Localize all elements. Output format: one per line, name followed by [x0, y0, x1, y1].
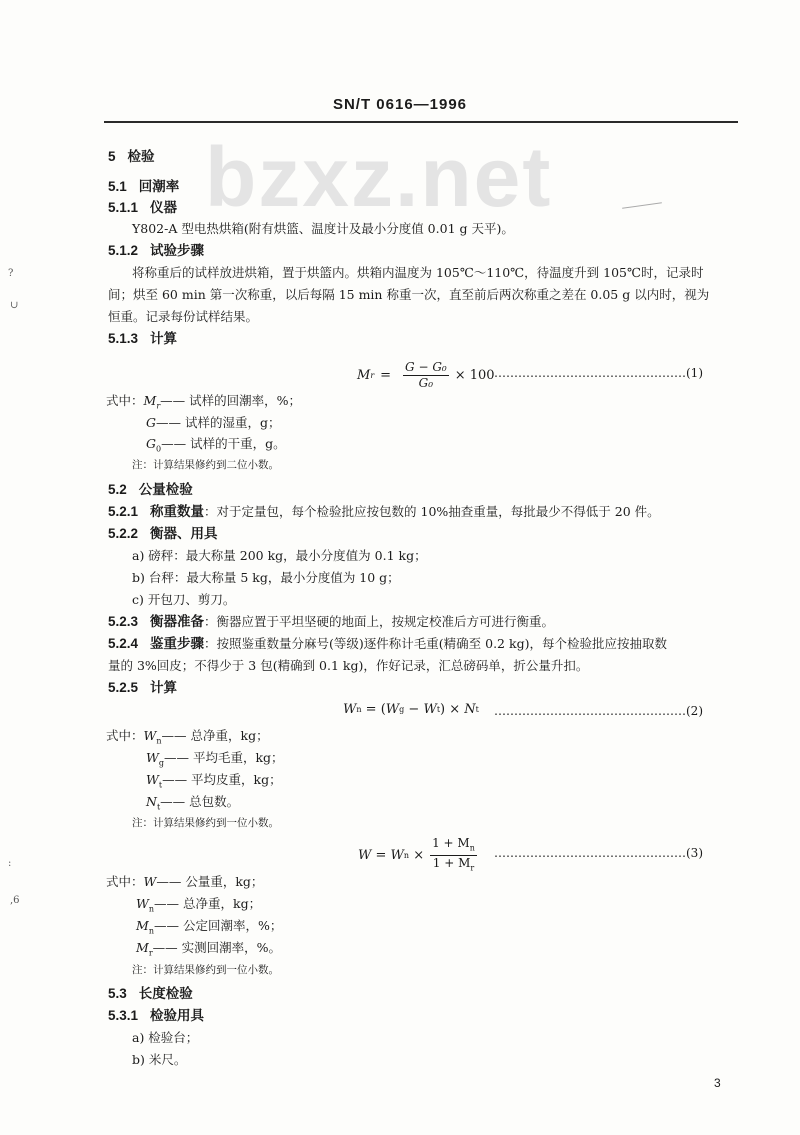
denominator: 1 + M — [432, 856, 471, 871]
var-subscript: r — [156, 401, 161, 411]
section-title: 衡器、用具 — [150, 526, 218, 541]
note: 注：计算结果修约到二位小数。 — [132, 459, 279, 471]
denominator: G₀ — [418, 376, 434, 390]
var-symbol: W — [143, 728, 157, 743]
section-title: 计算 — [150, 680, 178, 695]
var-symbol: W — [146, 750, 159, 765]
var-desc: —— 试样的湿重，g； — [156, 415, 281, 430]
body-line: 量的 3%回皮；不得少于 3 包(精确到 0.1 kg)，作好记录，汇总磅码单，折公量升扣。 — [108, 658, 589, 673]
scan-artifact: ∪ — [10, 300, 19, 311]
section-5-2-4 — [108, 635, 667, 653]
formula-3: W = W n × $\frac{1 + M_n}{1 + M_r}$ — [358, 836, 483, 876]
section-number: 5.1 — [108, 179, 127, 194]
var-subscript: n — [148, 926, 154, 936]
section-5-2-5-heading — [108, 679, 177, 697]
equals-sign: = — [380, 368, 392, 383]
var-subscript: t — [156, 802, 161, 812]
section-5-1-heading — [108, 178, 179, 196]
formula-subscript: r — [370, 371, 375, 380]
section-5-1-3-heading — [108, 330, 177, 348]
list-item: b) 台秤：最大称量 5 kg，最小分度值为 10 g； — [132, 570, 400, 585]
list-item: b) 米尺。 — [132, 1052, 187, 1067]
section-title: 公量检验 — [138, 482, 193, 497]
section-title: 仪器 — [150, 200, 178, 215]
fraction — [403, 360, 449, 391]
where-line — [146, 749, 284, 773]
body-line: 间；烘至 60 min 第一次称重，以后每隔 15 min 称重一次，直至前后两次称重之差在 0.05 g 以内时，视为 — [108, 287, 710, 302]
formula-1 — [357, 360, 495, 391]
section-5-heading — [108, 148, 155, 166]
section-number: 5.1.1 — [108, 200, 139, 215]
var-symbol: M — [143, 393, 157, 408]
section-number: 5.3 — [108, 986, 127, 1001]
where-line — [106, 727, 269, 751]
scan-artifact: ,6 — [10, 895, 20, 906]
where-line — [146, 414, 280, 432]
section-5-3-heading — [108, 985, 193, 1003]
section-title: 长度检验 — [138, 986, 193, 1001]
section-number: 5.2.2 — [108, 526, 139, 541]
scan-artifact — [622, 202, 662, 209]
where-line — [146, 793, 239, 817]
section-title: 检验用具 — [150, 1008, 205, 1023]
var-desc: —— 总净重，kg； — [161, 728, 269, 743]
dot-leader: ………………………………………… — [494, 846, 686, 860]
numerator-subscript: n — [469, 843, 475, 853]
section-number: 5.1.3 — [108, 331, 139, 346]
var-desc: —— 总包数。 — [160, 794, 240, 809]
section-5-1-1-body: Y802-A 型电热烘箱(附有烘篮、温度计及最小分度值 0.01 g 天平)。 — [132, 221, 514, 236]
var-subscript: g — [158, 758, 164, 768]
section-number: 5.2.4 — [108, 636, 139, 651]
var-symbol: M — [136, 918, 149, 933]
scan-artifact: : — [8, 858, 12, 869]
where-line — [106, 392, 301, 416]
var-symbol: G — [146, 415, 156, 430]
var-subscript: n — [156, 736, 162, 746]
numerator: G − G₀ — [405, 360, 447, 374]
body-line: 将称重后的试样放进烘箱，置于烘篮内。烘箱内温度为 105℃～110℃，待温度升到 105℃时，记录时 — [132, 265, 704, 280]
where-label: 式中： — [106, 393, 144, 408]
where-line — [146, 435, 286, 459]
equation-label: (2) — [686, 704, 703, 718]
scan-artifact: ? — [8, 268, 14, 279]
var-subscript: t — [158, 780, 163, 790]
where-label: 式中： — [106, 874, 144, 889]
section-title: 衡器准备 — [150, 614, 205, 629]
body-line: 恒重。记录每份试样结果。 — [108, 309, 259, 324]
section-number: 5 — [108, 149, 116, 164]
var-desc: —— 公量重，kg； — [156, 874, 264, 889]
list-item: a) 磅秤：最大称量 200 kg，最小分度值为 0.1 kg； — [132, 548, 427, 563]
formula-tail: × 100 — [454, 368, 495, 383]
section-5-3-1-heading — [108, 1007, 204, 1025]
var-desc: —— 试样的干重，g。 — [161, 436, 286, 451]
equation-label: (3) — [686, 846, 703, 860]
var-desc: —— 平均毛重，kg； — [163, 750, 284, 765]
list-item: c) 开包刀、剪刀。 — [132, 592, 236, 607]
note: 注：计算结果修约到一位小数。 — [132, 817, 279, 829]
var-symbol: G — [146, 436, 156, 451]
section-number: 5.2.5 — [108, 680, 139, 695]
section-title: 试验步骤 — [150, 243, 205, 258]
section-number: 5.3.1 — [108, 1008, 139, 1023]
var-symbol: N — [146, 794, 157, 809]
document-header: SN/T 0616—1996 — [332, 96, 468, 113]
section-number: 5.2 — [108, 482, 127, 497]
var-symbol: W — [143, 874, 157, 889]
section-number: 5.1.2 — [108, 243, 139, 258]
where-line — [106, 873, 263, 891]
page-number: 3 — [714, 1076, 721, 1090]
section-title: 回潮率 — [138, 179, 180, 194]
var-subscript: n — [148, 904, 155, 914]
header-rule — [104, 121, 738, 123]
denominator-subscript: r — [470, 863, 475, 873]
var-symbol: W — [136, 896, 149, 911]
section-body: ：对于定量包，每个检验批应按包数的 10%抽查重量，每批最少不得低于 20 件。 — [204, 504, 660, 519]
list-item: a) 检验台； — [132, 1030, 199, 1045]
section-title: 检验 — [127, 149, 155, 164]
dot-leader: ………………………………………… — [494, 704, 686, 718]
section-5-2-1 — [108, 503, 660, 521]
section-5-2-heading — [108, 481, 193, 499]
note: 注：计算结果修约到一位小数。 — [132, 964, 279, 976]
section-5-2-2-heading — [108, 525, 218, 543]
fraction — [430, 836, 477, 876]
var-desc: —— 实测回潮率，%。 — [152, 940, 281, 955]
section-body: ：按照鉴重数量分麻号(等级)逐件称计毛重(精确至 0.2 kg)，每个检验批应按抽取数 — [204, 636, 667, 651]
equation-number-1 — [494, 366, 703, 380]
section-number: 5.2.1 — [108, 504, 139, 519]
var-desc: —— 平均皮重，kg； — [162, 772, 282, 787]
var-desc: —— 总净重，kg； — [154, 896, 262, 911]
where-label: 式中： — [106, 728, 144, 743]
section-body: ：衡器应置于平坦坚硬的地面上，按规定校准后方可进行衡重。 — [204, 614, 555, 629]
numerator: 1 + M — [432, 836, 470, 850]
var-desc: —— 公定回潮率，%； — [153, 918, 283, 933]
section-title: 计算 — [150, 331, 178, 346]
where-line — [136, 895, 261, 919]
section-title: 称重数量 — [150, 504, 205, 519]
equation-number-2 — [494, 704, 703, 718]
section-5-1-1-heading — [108, 199, 177, 217]
var-subscript: 0 — [156, 444, 162, 454]
var-subscript: r — [148, 948, 153, 958]
watermark: bzxz.net — [205, 130, 553, 224]
section-5-1-2-heading — [108, 242, 204, 260]
section-5-2-3 — [108, 613, 554, 631]
dot-leader: ………………………………………… — [494, 366, 686, 380]
where-line — [146, 771, 282, 795]
where-line — [136, 939, 281, 963]
section-title: 鉴重步骤 — [150, 636, 205, 651]
section-number: 5.2.3 — [108, 614, 139, 629]
var-symbol: W — [146, 772, 159, 787]
where-line — [136, 917, 282, 941]
formula-2: W n = ( W g − W t ) × N t — [343, 702, 479, 717]
var-symbol: M — [136, 940, 149, 955]
formula-symbol: M — [357, 368, 371, 383]
equation-number-3 — [494, 846, 703, 860]
equation-label: (1) — [686, 366, 703, 380]
var-desc: —— 试样的回潮率，%； — [160, 393, 302, 408]
